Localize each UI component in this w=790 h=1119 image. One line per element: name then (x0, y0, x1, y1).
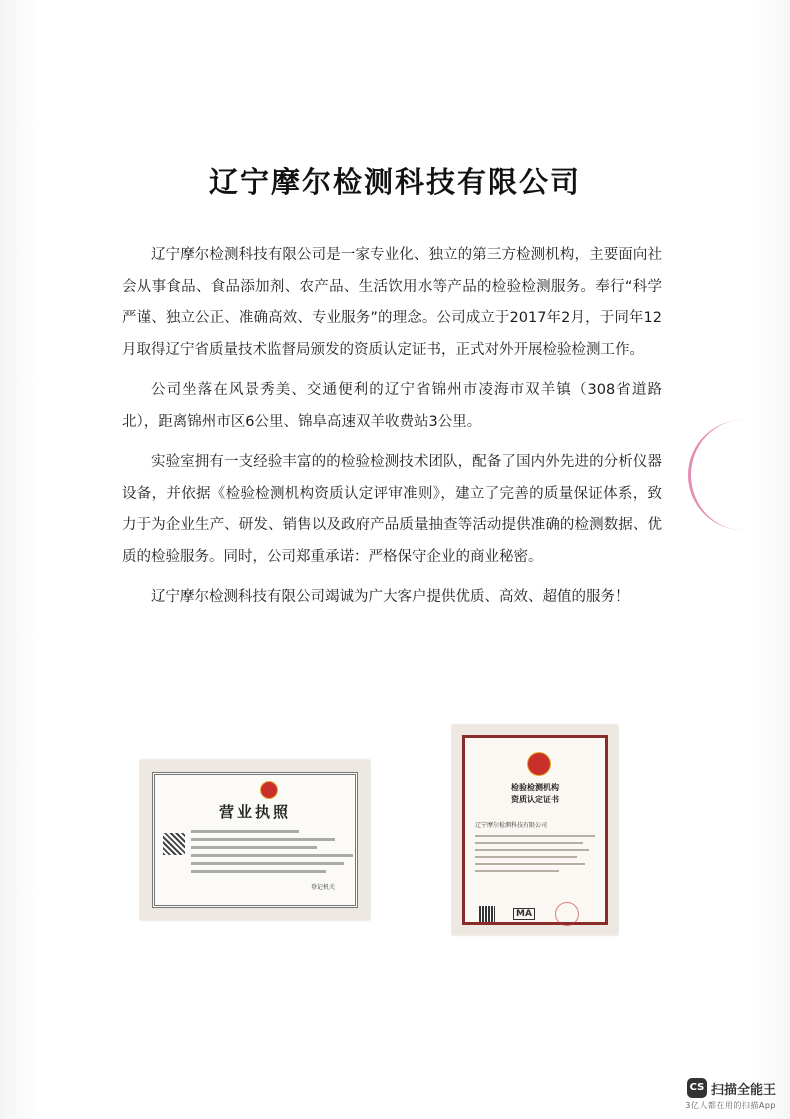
intro-paragraph-2: 公司坐落在风景秀美、交通便利的辽宁省锦州市凌海市双羊镇（308省道路北），距离锦州市区6公里、锦阜高速双羊收费站3公里。 (122, 382, 662, 430)
watermark-tagline: 3亿人都在用的扫描App (685, 1101, 776, 1110)
certificate-text-lines (475, 820, 595, 877)
scanner-watermark (685, 1078, 776, 1111)
certificate-company: 辽宁摩尔检测科技有限公司 (475, 822, 548, 829)
business-license-image (140, 760, 370, 920)
company-introduction (122, 240, 662, 623)
camscanner-logo-icon: CS (687, 1078, 707, 1098)
cma-mark-icon: MA (513, 908, 535, 920)
watermark-app-name: 扫描全能王 (710, 1082, 776, 1098)
certificate-title-line-2: 资质认定证书 (511, 795, 559, 804)
certificate-title (465, 782, 605, 806)
page-title: 辽宁摩尔检测科技有限公司 (208, 165, 581, 199)
registration-authority: 登记机关 (310, 884, 335, 891)
qr-code-icon (479, 906, 495, 922)
intro-paragraph-3: 实验室拥有一支经验丰富的的检验检测技术团队，配备了国内外先进的分析仪器设备，并依据《检验检测机构资质认定评审准则》，建立了完善的质量保证体系，致力于为企业生产、研发、销售以及政府产品质量抽查等活动提供准确的检测数据、优质的检验服务。同时，公司郑重承诺：严格保守企业的商业秘密。 (122, 454, 662, 565)
license-frame (152, 772, 358, 908)
national-emblem-icon (260, 781, 278, 799)
qr-code-icon (163, 833, 185, 855)
license-title: 营业执照 (218, 803, 291, 821)
intro-paragraph-4: 辽宁摩尔检测科技有限公司竭诚为广大客户提供优质、高效、超值的服务！ (151, 589, 630, 605)
official-seal-icon (555, 902, 579, 926)
qualification-certificate-image (452, 725, 618, 935)
license-text-lines (191, 825, 371, 878)
certificate-title-line-1: 检验检测机构 (511, 783, 559, 792)
certificate-frame (462, 735, 608, 925)
intro-paragraph-1: 辽宁摩尔检测科技有限公司是一家专业化、独立的第三方检测机构，主要面向社会从事食品、食品添加剂、农产品、生活饮用水等产品的检验检测服务。奉行“科学严谨、独立公正、准确高效、专业服务”的理念。公司成立于2017年2月，于同年12月取得辽宁省质量技术监督局颁发的资质认定证书，正式对外开展检验检测工作。 (122, 247, 662, 358)
national-emblem-icon (527, 752, 551, 776)
